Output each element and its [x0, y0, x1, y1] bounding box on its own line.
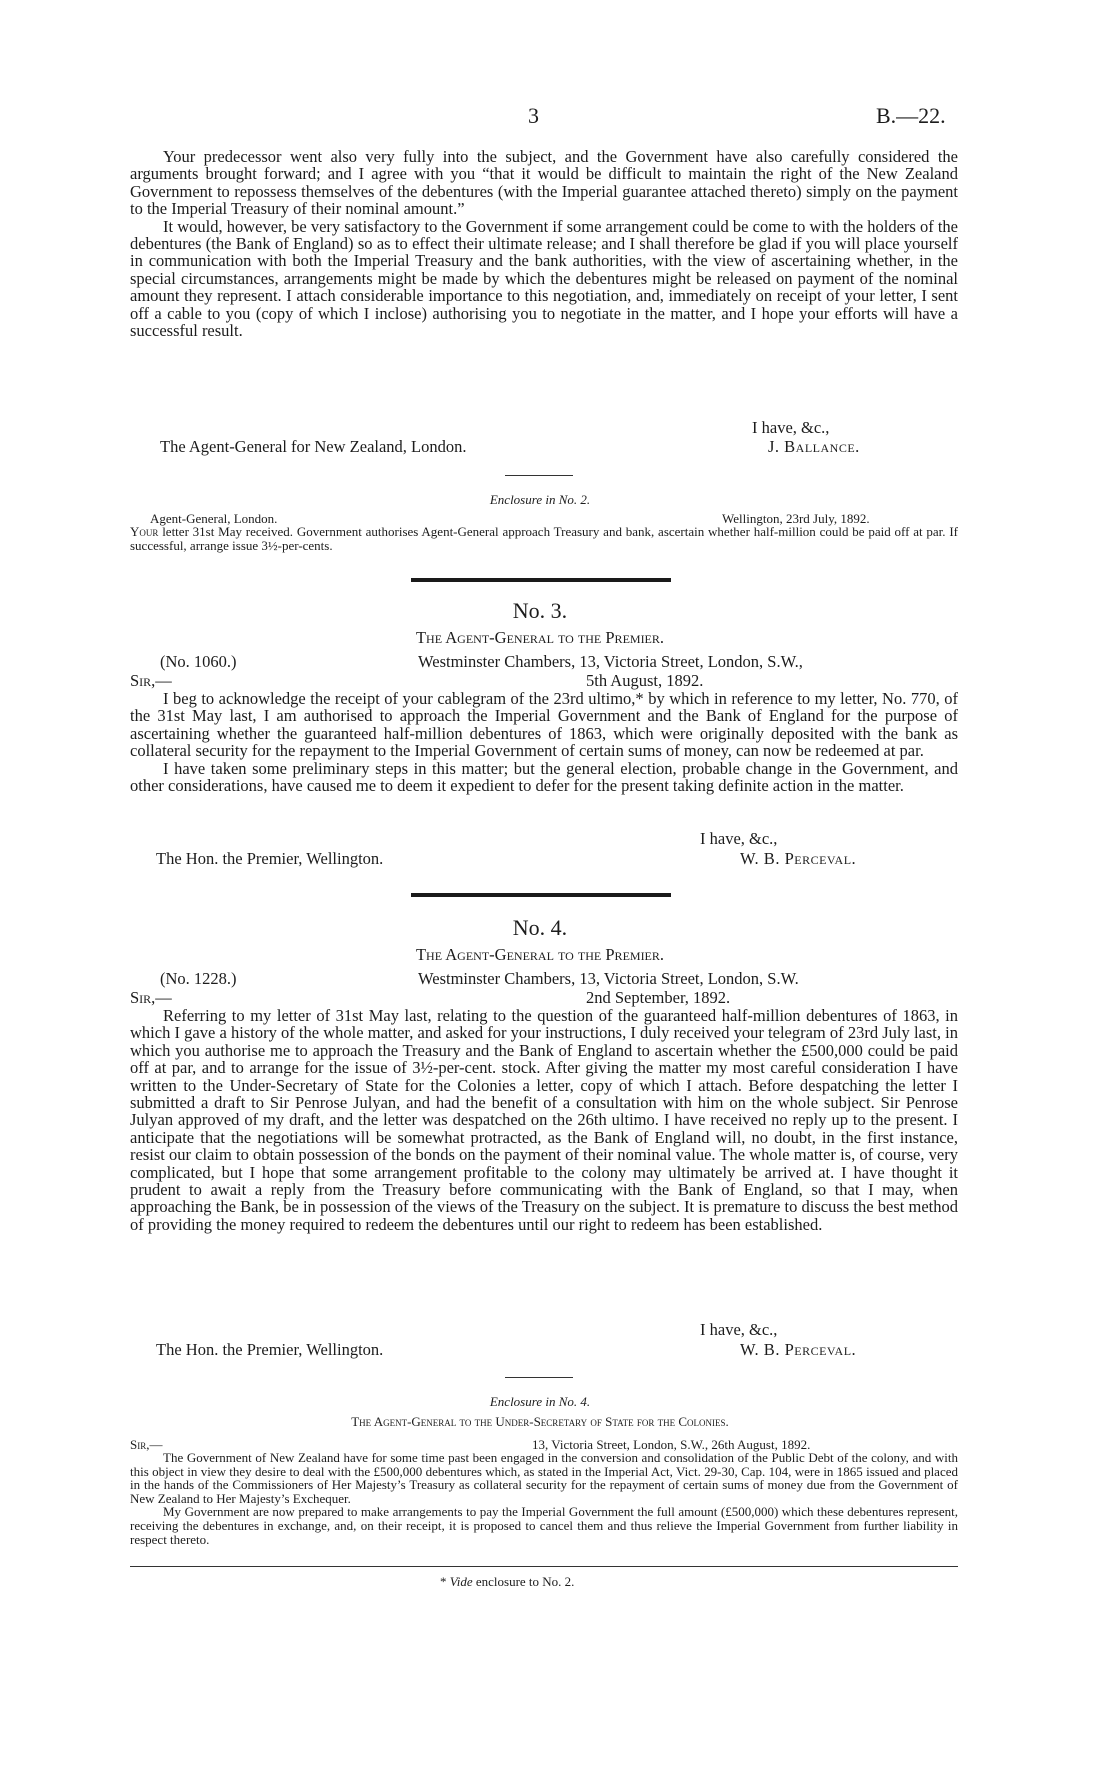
letter-reference: (No. 1060.): [160, 652, 237, 671]
letter-3-body: [130, 690, 958, 794]
salutation: Sir,—: [130, 988, 172, 1007]
letter-date: 2nd September, 1892.: [586, 988, 731, 1007]
paragraph: I beg to acknowledge the receipt of your cablegram of the 23rd ultimo,* by which in reference to my letter, No. 770, of the 31st May last, I am authorised to approach the Imperial Government and the Bank of England for the purpose of ascertaining whether the guaranteed half-million debentures of 1863, which were originally deposited with the bank as collateral security for the repayment to the Imperial Government of certain sums of money, can now be redeemed at par.: [130, 689, 958, 761]
lead-word: Your: [130, 524, 159, 539]
document-reference: B.—22.: [876, 103, 946, 128]
paragraph: My Government are now prepared to make arrangements to pay the Imperial Government the full amount (£500,000) which these debentures represent, receiving the debentures in exchange, and, on their receipt, it is proposed to cancel them and thus relieve the Imperial Government from further liability in respect thereto.: [130, 1504, 958, 1547]
sender-address: Westminster Chambers, 13, Victoria Street, London, S.W.: [418, 969, 799, 988]
closing: I have, &c.,: [752, 418, 830, 437]
sender-address: Westminster Chambers, 13, Victoria Street, London, S.W.,: [418, 652, 803, 671]
letter-4-body: [130, 1007, 958, 1233]
page-number: 3: [528, 103, 539, 128]
enclosure-4-body: [130, 1451, 958, 1546]
letter-reference: (No. 1228.): [160, 969, 237, 988]
addressee: The Hon. the Premier, Wellington.: [156, 1340, 384, 1359]
enclosure-place-date: 13, Victoria Street, London, S.W., 26th August, 1892.: [532, 1437, 811, 1452]
signature: J. Ballance.: [768, 437, 860, 456]
paragraph: The Government of New Zealand have for some time past been engaged in the conversion and consolidation of the Public Debt of the colony, and with this object in view they desire to deal with the £500,000 debentures which, as stated in the Imperial Act, Vict. 29-30, Cap. 104, were in 1865 issued and placed in the hands of the Commissioners of Her Majesty’s Treasury as collateral security for the repayment of certain sums of money due from the Government of New Zealand to Her Majesty’s Exchequer.: [130, 1450, 958, 1506]
letter-number: No. 4.: [512, 915, 568, 940]
section-divider: [411, 578, 671, 582]
footnote-text: enclosure to No. 2.: [475, 1574, 575, 1589]
section-divider: [411, 893, 671, 897]
letter-number: No. 3.: [512, 598, 568, 623]
enclosure-recipient: Agent-General, London.: [150, 511, 278, 526]
footnote-italic: Vide: [449, 1574, 473, 1589]
enclosure-place-date: Wellington, 23rd July, 1892.: [722, 511, 870, 526]
footnote: * Vide enclosure to No. 2.: [440, 1574, 575, 1589]
letter-date: 5th August, 1892.: [586, 671, 704, 690]
paragraph: It would, however, be very satisfactory to the Government if some arrangement could be come to with the holders of the debentures (the Bank of England) so as to effect their ultimate release; and I shall therefore be glad if you will place yourself in communication with both the Imperial Treasury and the bank authorities, with the view of ascertaining whether, in the special circumstances, arrangements might be made by which the debentures might be released on payment of the nominal amount they represent. I attach considerable importance to this negotiation, and, immediately on receipt of your letter, I sent off a cable to you (copy of which I inclose) authorising you to negotiate in the matter, and I hope your efforts will have a successful result.: [130, 216, 958, 341]
addressee: The Hon. the Premier, Wellington.: [156, 849, 384, 868]
divider: [505, 1377, 573, 1378]
closing: I have, &c.,: [700, 1320, 778, 1339]
addressee: The Agent-General for New Zealand, London.: [160, 437, 467, 456]
salutation: Sir,—: [130, 671, 172, 690]
letter-heading: The Agent-General to the Premier.: [415, 945, 665, 964]
paragraph: I have taken some preliminary steps in this matter; but the general election, probable change in the Government, and other considerations, have caused me to deem it expedient to defer for the present taking definite action in the matter.: [130, 758, 958, 796]
enclosure-cable-text: [130, 525, 958, 552]
cable-body: letter 31st May received. Government authorises Agent-General approach Treasury and bank, ascertain whether half-million could be paid off at par. If successful, arrange issue 3½-per-cents.: [130, 524, 958, 553]
letter-heading: The Agent-General to the Premier.: [415, 628, 665, 647]
salutation: Sir,—: [130, 1437, 163, 1452]
paragraph: Referring to my letter of 31st May last, relating to the question of the guaranteed half-million debentures of 1863, in which I gave a history of the whole matter, and asked for your instructions, I duly received your telegram of 23rd July last, in which you authorise me to approach the Treasury and the Bank of England to ascertain whether the £500,000 could be paid off at par, and to arrange for the issue of 3½-per-cent. stock. After giving the matter my most careful consideration I have written to the Under-Secretary of State for the Colonies a letter, copy of which I attach. Before despatching the letter I submitted a draft to Sir Penrose Julyan, and had the benefit of a consultation with him on the whole subject. Sir Penrose Julyan approved of my draft, and the letter was despatched on the 26th ultimo. I have received no reply up to the present. I anticipate that the negotiations will be somewhat protracted, as the Bank of England will, no doubt, in the first instance, resist our claim to obtain possession of the bonds on the payment of their nominal value. The whole matter is, of course, very complicated, but I hope that some arrangement profitable to the colony may ultimately be arrived at. I have thought it prudent to await a reply from the Treasury before communicating with the Bank of England, so that I may, when approaching the Bank, be in possession of the views of the Treasury on the subject. It is premature to discuss the best method of providing the money required to redeem the debentures until our right to redeem has been established.: [130, 1006, 958, 1234]
enclosure-title: Enclosure in No. 4.: [489, 1394, 591, 1409]
signature: W. B. Perceval.: [740, 1340, 857, 1359]
enclosure-heading: The Agent-General to the Under-Secretary of State for the Colonies.: [351, 1414, 729, 1429]
enclosure-title: Enclosure in No. 2.: [489, 492, 591, 507]
signature: W. B. Perceval.: [740, 849, 857, 868]
divider: [505, 475, 573, 476]
closing: I have, &c.,: [700, 829, 778, 848]
footnote-divider: [130, 1566, 958, 1567]
paragraph: Your predecessor went also very fully into the subject, and the Government have also carefully considered the arguments brought forward; and I agree with you “that it would be difficult to maintain the right of the New Zealand Government to repossess themselves of the debentures (with the Imperial guarantee attached thereto) simply on the payment to the Imperial Treasury of their nominal amount.”: [130, 147, 958, 219]
letter-2-continued: [130, 148, 958, 339]
